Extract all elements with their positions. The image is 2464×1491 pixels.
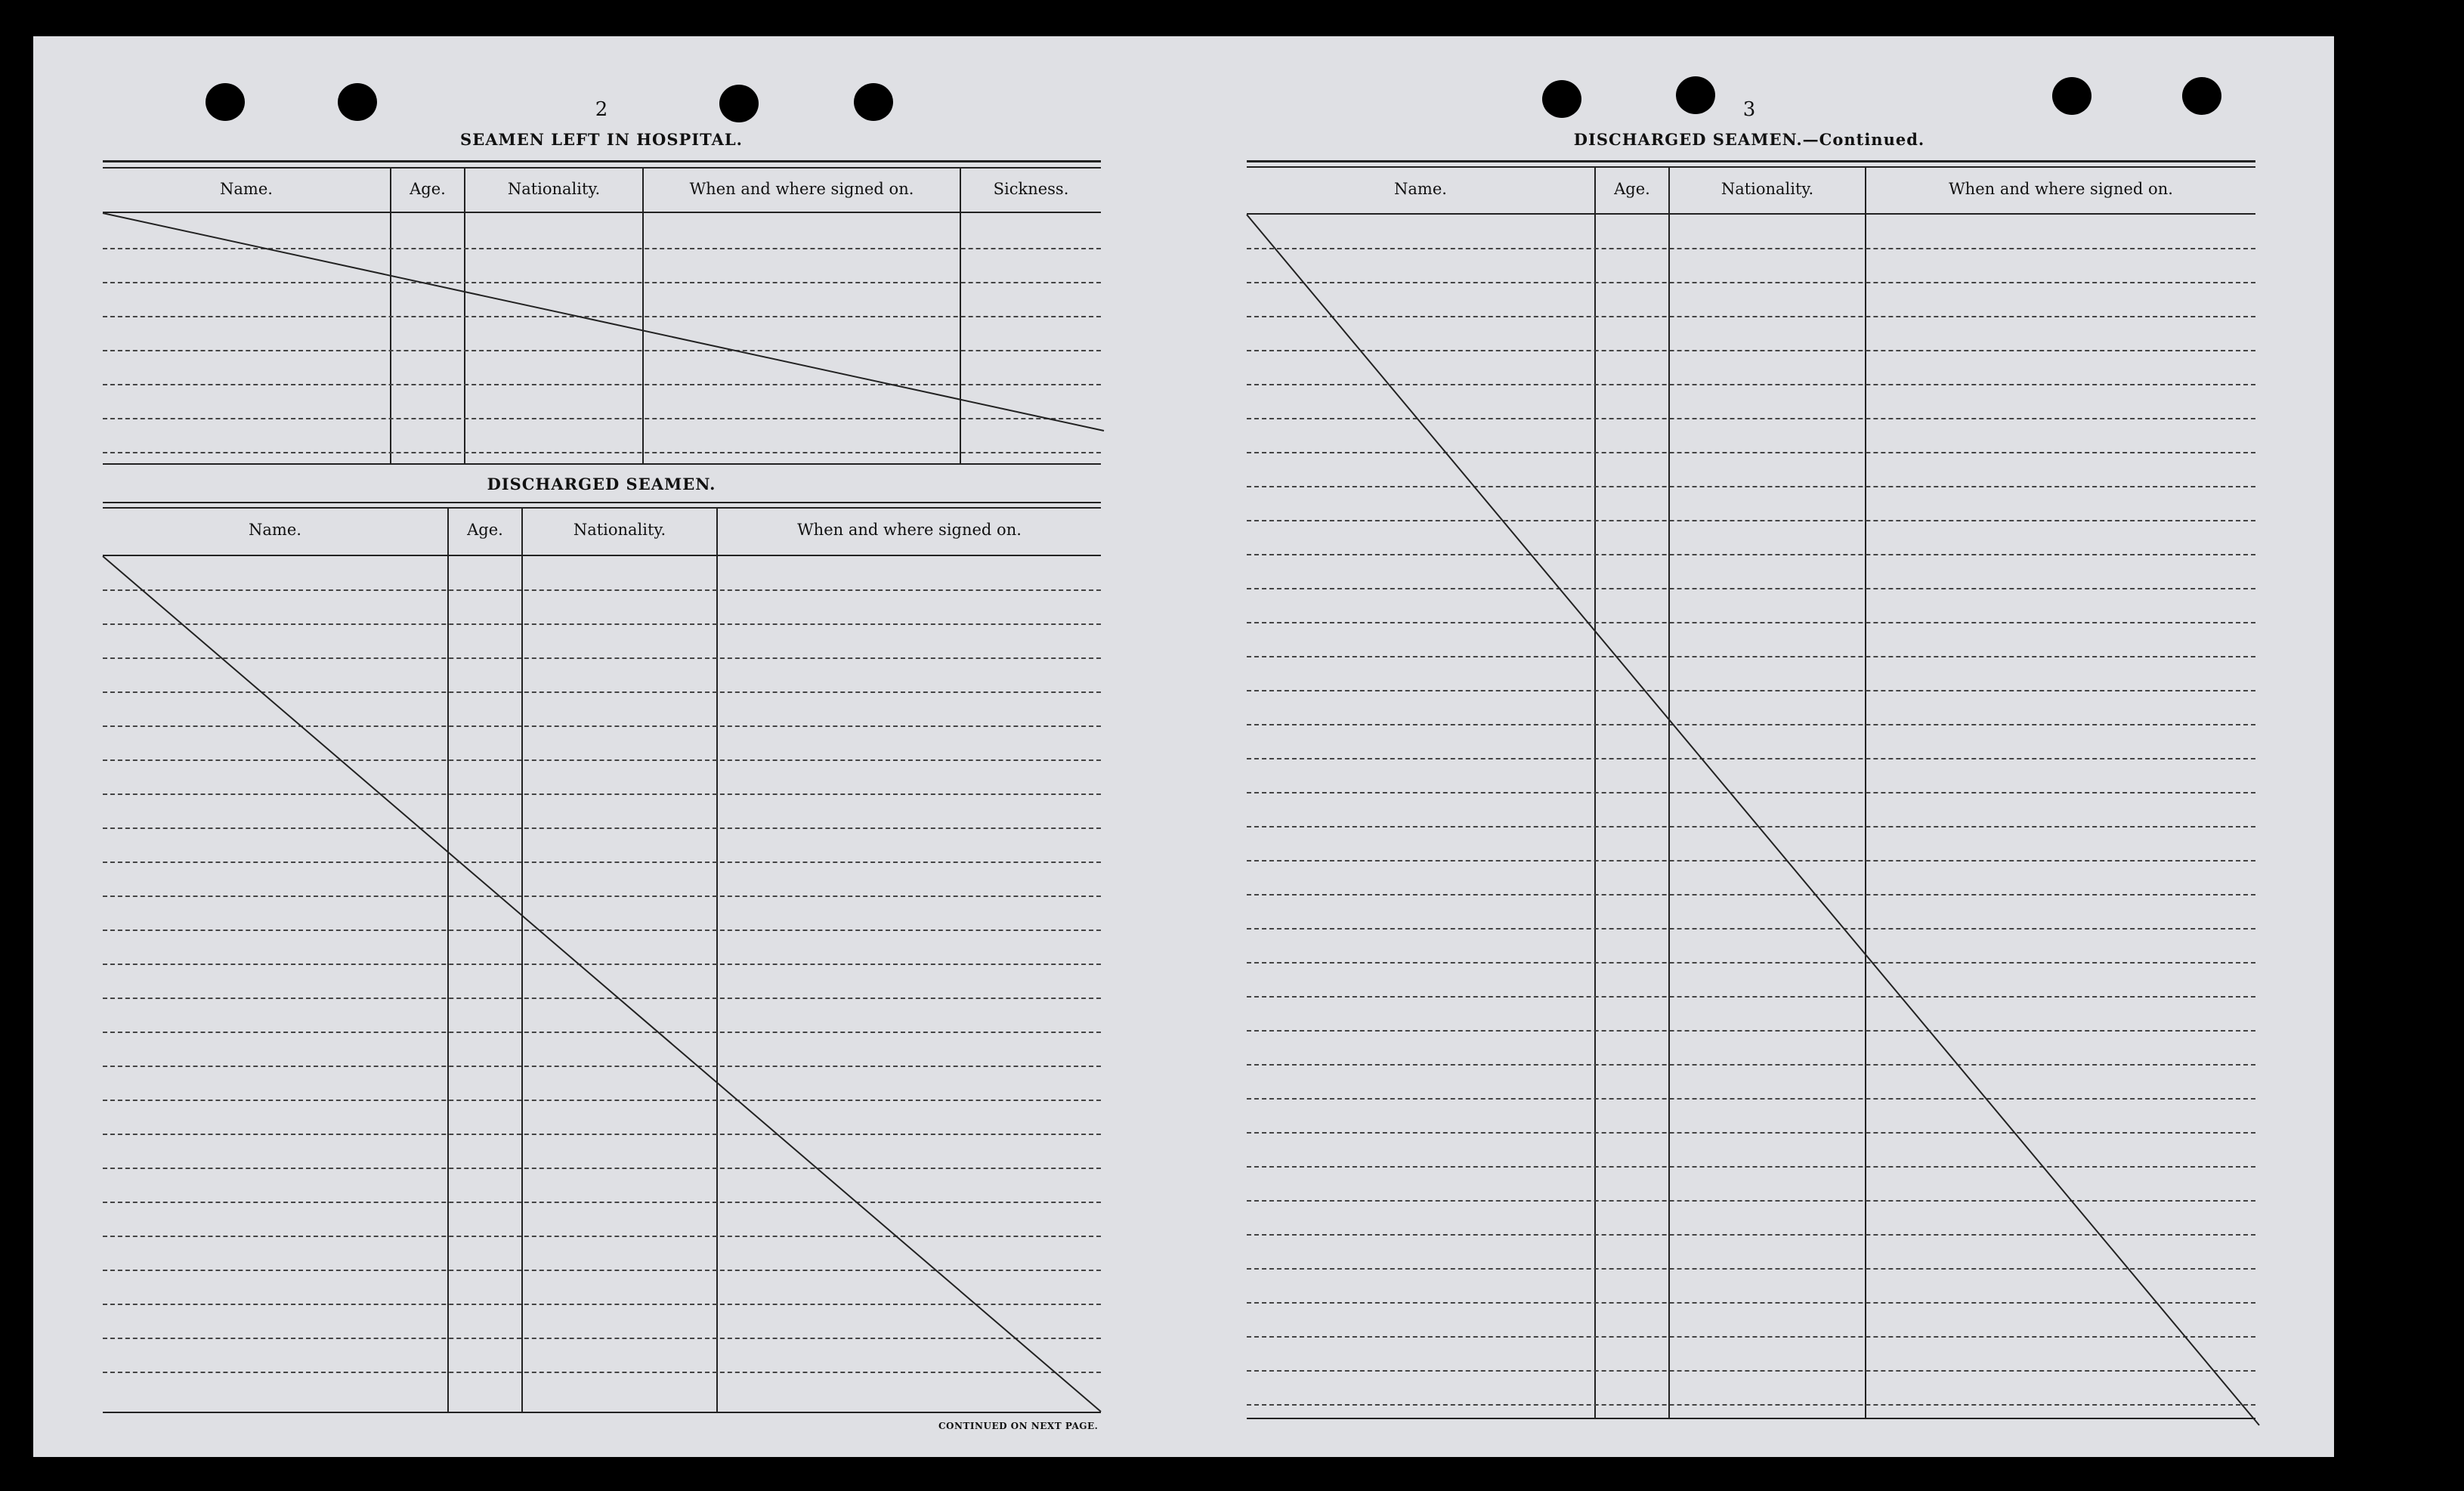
left-page xyxy=(103,36,1101,1442)
column-header-age: Age. xyxy=(1614,180,1650,198)
column-header-nationality: Nationality. xyxy=(573,521,666,539)
column-header-name: Name. xyxy=(1394,180,1447,198)
column-header-nationality: Nationality. xyxy=(1720,180,1814,198)
discharged-section-title: DISCHARGED SEAMEN. xyxy=(487,475,716,493)
column-header-age: Age. xyxy=(410,180,446,198)
right-page xyxy=(1247,36,2255,1442)
column-header-name: Name. xyxy=(249,521,301,539)
void-slash-line xyxy=(1247,36,2255,1442)
document-sheet xyxy=(33,36,2334,1457)
column-header-name: Name. xyxy=(220,180,273,198)
column-header-age: Age. xyxy=(467,521,503,539)
column-header-nationality: Nationality. xyxy=(507,180,601,198)
hospital-section-title: SEAMEN LEFT IN HOSPITAL. xyxy=(460,130,743,149)
page-number: 3 xyxy=(1742,98,1756,121)
page-number: 2 xyxy=(595,98,608,121)
column-header-sickness: Sickness. xyxy=(993,180,1069,198)
continued-on-next-page-note: CONTINUED ON NEXT PAGE. xyxy=(938,1421,1099,1431)
column-header-signed-on: When and where signed on. xyxy=(1949,180,2173,198)
void-slash-line xyxy=(103,36,1101,1442)
column-header-signed-on: When and where signed on. xyxy=(797,521,1022,539)
discharged-continued-title: DISCHARGED SEAMEN.—Continued. xyxy=(1573,130,1925,149)
column-header-signed-on: When and where signed on. xyxy=(689,180,914,198)
